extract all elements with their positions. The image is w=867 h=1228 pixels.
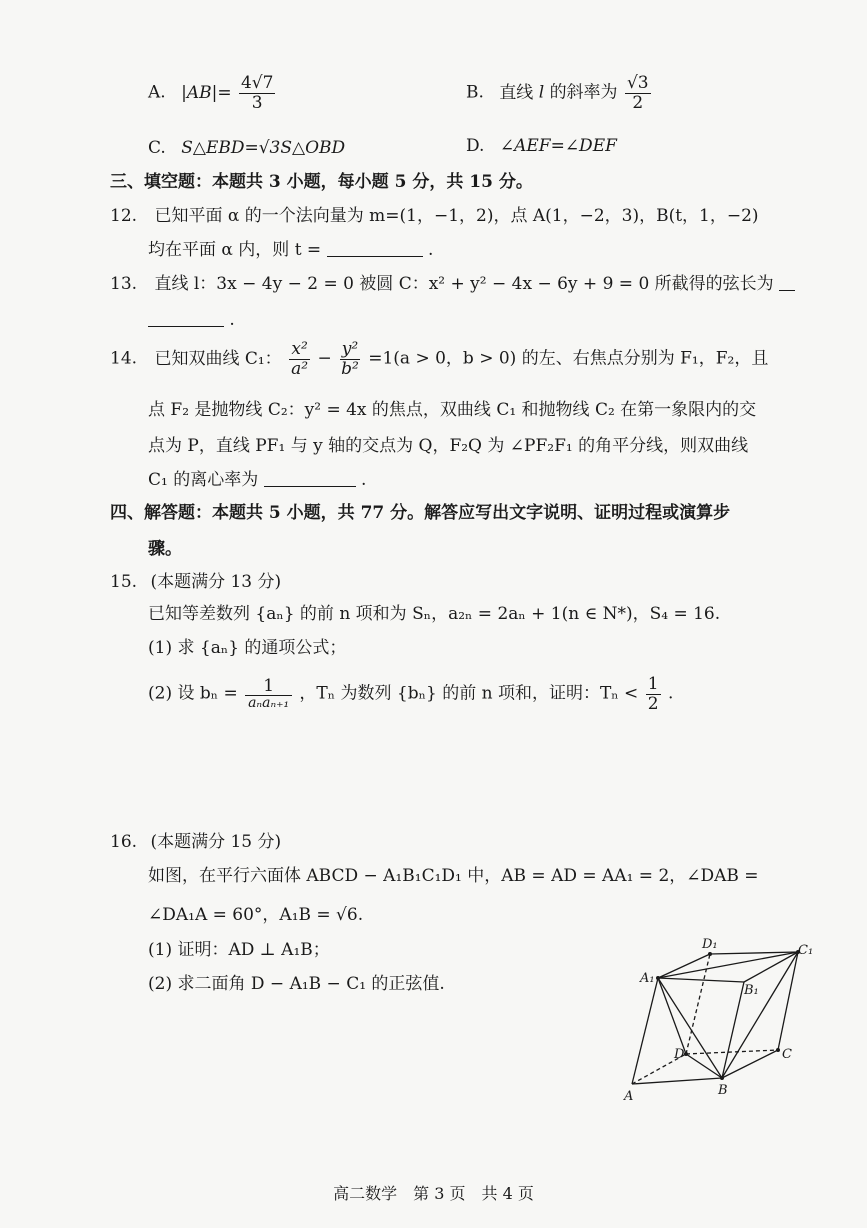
q12-text1: 已知平面 α 的一个法向量为 m=(1，−1，2)，点 A(1，−2，3)，B(t，1，−2)	[154, 206, 759, 226]
option-a-den: 3	[251, 92, 263, 113]
q13-answer-blank[interactable]	[148, 326, 224, 327]
q14-minus: −	[317, 348, 332, 369]
option-c-expr: S△EBD=√3S△OBD	[181, 138, 346, 158]
q14-fy-den: b²	[341, 358, 359, 379]
q16-part1: (1) 证明：AD ⊥ A₁B；	[148, 940, 330, 960]
q15-half-fraction	[646, 675, 661, 713]
parallelepiped-figure	[618, 934, 828, 1104]
label-b1: B₁	[744, 983, 759, 998]
option-b-label: B.	[466, 82, 484, 103]
q14-period: .	[361, 470, 367, 490]
q16-header	[110, 832, 281, 852]
q14-number: 14.	[110, 348, 138, 369]
option-a-expr: |AB|=	[181, 82, 232, 103]
q12-line2	[148, 240, 433, 260]
q13-answer-blank-start[interactable]	[779, 290, 795, 291]
option-b-text-after: 的斜率为	[549, 82, 618, 103]
q14-line1	[110, 340, 768, 378]
option-b-var: l	[538, 82, 545, 103]
q13-period: .	[229, 310, 235, 330]
option-b-fraction	[625, 74, 651, 112]
q14-line4	[148, 470, 366, 490]
q14-line3: 点为 P，直线 PF₁ 与 y 轴的交点为 Q，F₂Q 为 ∠PF₂F₁ 的角平分线，则双曲线	[148, 436, 749, 456]
q15-bn-den: aₙaₙ₊₁	[248, 695, 290, 712]
label-d1: D₁	[702, 937, 718, 952]
q15-part2-text-a: (2) 设 bₙ =	[148, 683, 238, 704]
q14-fx-den: a²	[291, 358, 309, 379]
q15-header	[110, 572, 281, 592]
q14-answer-blank[interactable]	[264, 486, 356, 487]
label-c1: C₁	[798, 943, 814, 958]
q15-half-den: 2	[647, 693, 659, 714]
q14-fraction-x	[289, 340, 310, 378]
q13-number: 13.	[110, 274, 138, 294]
option-a-label: A.	[148, 82, 166, 103]
option-b-num: √3	[626, 73, 649, 93]
option-a-fraction	[239, 74, 275, 112]
option-c	[148, 138, 345, 158]
q16-number: 16.	[110, 832, 138, 852]
q14-fx-num: x²	[291, 339, 308, 359]
q13-text1: 直线 l：3x − 4y − 2 = 0 被圆 C：x² + y² − 4x − 6y + 9 = 0 所截得的弦长为	[154, 274, 774, 294]
option-c-label: C.	[148, 138, 166, 158]
q16-part2: (2) 求二面角 D − A₁B − C₁ 的正弦值.	[148, 974, 445, 994]
q14-fraction-y	[339, 340, 361, 378]
q15-number: 15.	[110, 572, 138, 592]
label-c: C	[782, 1047, 792, 1062]
label-b: B	[718, 1083, 728, 1098]
option-d	[466, 136, 617, 156]
section-4-line2: 骤。	[148, 539, 182, 559]
q14-text1b: =1(a > 0，b > 0) 的左、右焦点分别为 F₁，F₂，且	[368, 348, 769, 369]
q14-fy-num: y²	[341, 339, 359, 359]
option-b-text-before: 直线	[499, 82, 534, 103]
q16-line2: ∠DA₁A = 60°，A₁B = √6.	[148, 905, 364, 925]
label-d: D	[674, 1047, 685, 1062]
q14-text1a: 已知双曲线 C₁：	[154, 348, 282, 369]
q13-line2	[148, 310, 235, 330]
q15-period: .	[667, 683, 674, 704]
option-b	[466, 74, 653, 112]
label-a: A	[624, 1089, 634, 1104]
q13-line1	[110, 274, 795, 294]
q12-period: .	[427, 240, 434, 260]
q12-text2: 均在平面 α 内，则 t =	[148, 240, 322, 260]
option-d-expr: ∠AEF=∠DEF	[499, 136, 617, 156]
q15-part2	[148, 675, 673, 713]
q12-answer-blank[interactable]	[327, 256, 423, 257]
q15-bn-fraction	[245, 677, 292, 712]
q14-line2: 点 F₂ 是抛物线 C₂：y² = 4x 的焦点，双曲线 C₁ 和抛物线 C₂ 在第一象限内的交	[148, 400, 757, 420]
q16-line1: 如图，在平行六面体 ABCD − A₁B₁C₁D₁ 中，AB = AD = AA₁ = 2，∠DAB =	[148, 866, 759, 886]
option-a	[148, 74, 277, 112]
label-a1: A₁	[640, 971, 655, 986]
q15-part1: (1) 求 {aₙ} 的通项公式；	[148, 638, 347, 658]
q15-bn-num: 1	[245, 677, 292, 697]
option-d-label: D.	[466, 136, 485, 156]
option-a-num: 4√7	[240, 73, 274, 93]
q12-line1	[110, 206, 759, 226]
q15-line1: 已知等差数列 {aₙ} 的前 n 项和为 Sₙ，a₂ₙ = 2aₙ + 1(n ∈ N*)，S₄ = 16.	[148, 604, 721, 624]
q14-text4: C₁ 的离心率为	[148, 470, 259, 490]
page-footer: 高二数学 第 3 页 共 4 页	[333, 1184, 534, 1203]
section-3-title: 三、填空题：本题共 3 小题，每小题 5 分，共 15 分。	[110, 172, 533, 192]
q15-header-text: (本题满分 13 分)	[150, 572, 282, 592]
option-b-den: 2	[632, 92, 644, 113]
q12-number: 12.	[110, 206, 138, 226]
section-4-line1: 四、解答题：本题共 5 小题，共 77 分。解答应写出文字说明、证明过程或演算步	[110, 503, 731, 523]
q16-header-text: (本题满分 15 分)	[150, 832, 282, 852]
q15-part2-text-b: ，Tₙ 为数列 {bₙ} 的前 n 项和，证明：Tₙ <	[299, 683, 639, 704]
q15-half-num: 1	[647, 674, 659, 694]
